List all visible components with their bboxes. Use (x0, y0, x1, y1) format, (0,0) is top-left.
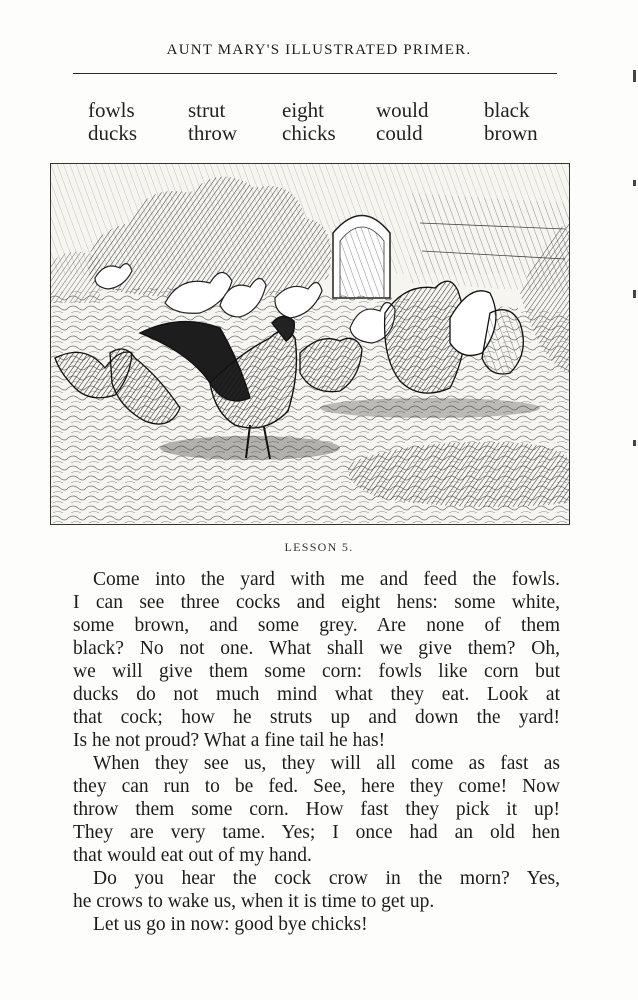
text-line: throw them some corn. How fast they pick it up! (73, 799, 560, 820)
text-line: they can run to be fed. See, here they come! Now (73, 776, 560, 797)
spelling-word: brown (484, 121, 538, 145)
header-rule (73, 73, 557, 74)
text-line: Do you hear the cock crow in the morn? Yes, (93, 868, 560, 889)
farmyard-illustration (50, 163, 570, 525)
running-head: AUNT MARY'S ILLUSTRATED PRIMER. (166, 42, 472, 58)
text-line: When they see us, they will all come as fast as (93, 753, 560, 774)
spelling-word: eight (282, 98, 324, 122)
text-line: Let us go in now: good bye chicks! (93, 914, 368, 935)
text-line: that would eat out of my hand. (73, 845, 312, 866)
text-line: ducks do not much mind what they eat. Look at (73, 684, 560, 705)
text-line: Is he not proud? What a fine tail he has! (73, 730, 386, 751)
lesson-heading: LESSON 5. (284, 540, 354, 554)
spelling-word: fowls (88, 98, 135, 122)
page-edge-mark (633, 290, 636, 298)
text-line: They are very tame. Yes; I once had an old hen (73, 822, 560, 843)
spelling-word: would (376, 98, 429, 122)
text-line: Come into the yard with me and feed the fowls. (93, 569, 560, 590)
page-edge-mark (633, 440, 636, 446)
page-edge-mark (633, 180, 636, 186)
spelling-word: strut (188, 98, 226, 122)
spelling-word: throw (188, 121, 237, 145)
text-line: some brown, and some grey. Are none of them (73, 615, 560, 636)
spelling-word: ducks (88, 121, 137, 145)
page-edge-mark (633, 70, 636, 82)
text-line: I can see three cocks and eight hens: some white, (73, 592, 560, 613)
spelling-word: chicks (282, 121, 336, 145)
text-line: he crows to wake us, when it is time to get up. (73, 891, 435, 912)
spelling-word: could (376, 121, 423, 145)
spelling-word: black (484, 98, 530, 122)
text-line: black? No not one. What shall we give them? Oh, (73, 638, 560, 659)
text-line: we will give them some corn: fowls like corn but (73, 661, 560, 682)
text-line: that cock; how he struts up and down the yard! (73, 707, 560, 728)
